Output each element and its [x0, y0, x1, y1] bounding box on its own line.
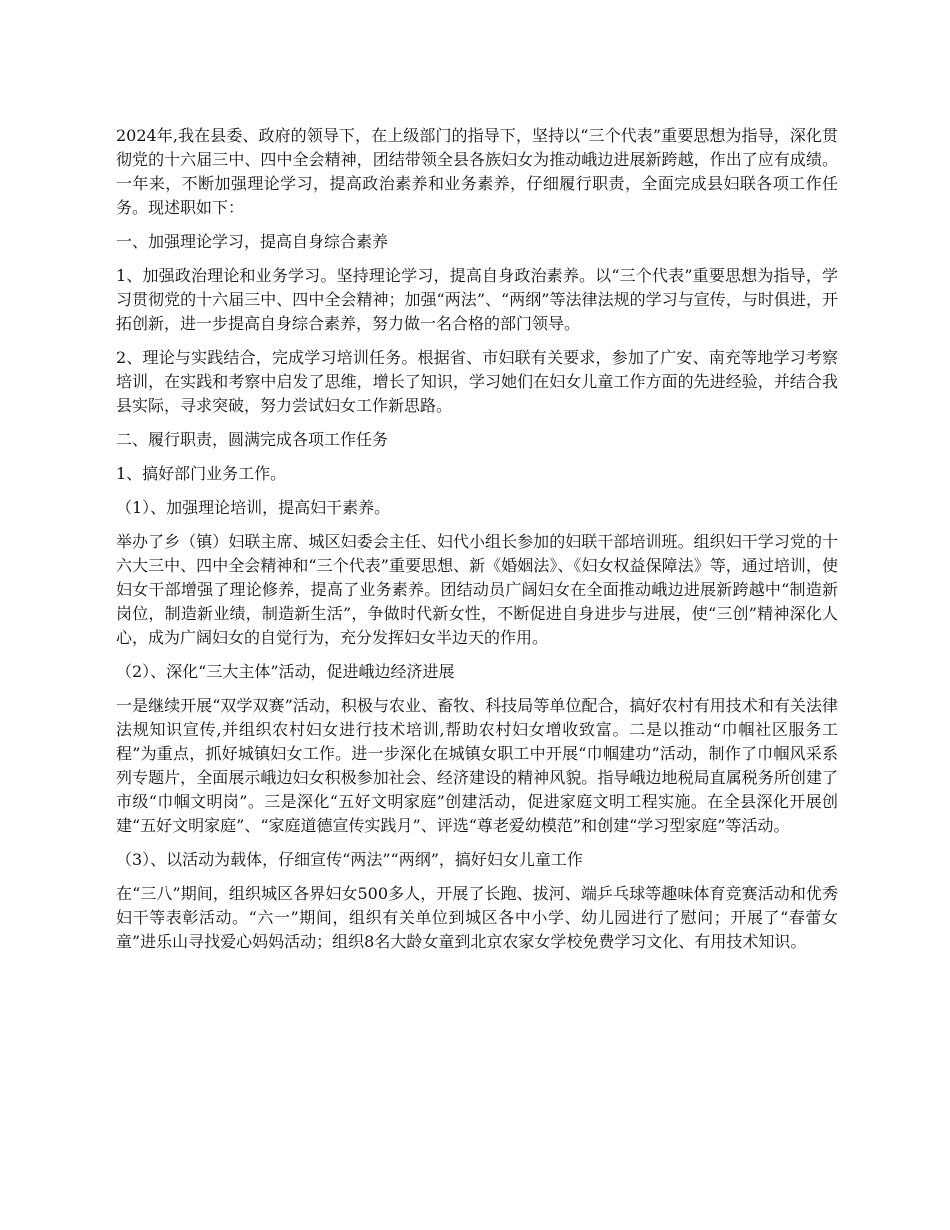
item-heading-2: （2）、深化“三大主体”活动，促进峨边经济进展 [116, 662, 455, 681]
item-heading-3: （3）、以活动为载体，仔细宣传“两法”“两纲”，搞好妇女儿童工作 [116, 850, 583, 869]
document-page [116, 124, 838, 964]
intro-paragraph: 2024年,我在县委、政府的领导下，在上级部门的指导下，坚持以“三个代表”重要思想为指导，深化贯彻党的十六届三中、四中全会精神，团结带领全县各族妇女为推动峨边进展新跨越，作出了应有成绩。一年来，不断加强理论学习，提高政治素养和业务素养，仔细履行职责，全面完成县妇联各项工作任务。现述职如下： [116, 126, 838, 217]
paragraph-item-1: 举办了乡（镇）妇联主席、城区妇委会主任、妇代小组长参加的妇联干部培训班。组织妇干学习党的十六大三中、四中全会精神和“三个代表”重要思想、新《婚姻法》、《妇女权益保障法》等，通过培训，使妇女干部增强了理论修养，提高了业务素养。团结动员广阔妇女在全面推动峨边进展新跨越中“制造新岗位，制造新业绩，制造新生活”，争做时代新女性，不断促进自身进步与进展，使“三创”精神深化人心，成为广阔妇女的自觉行为，充分发挥妇女半边天的作用。 [116, 532, 838, 647]
section-heading-2: 二、履行职责，圆满完成各项工作任务 [116, 430, 389, 449]
section-heading-1: 一、加强理论学习，提高自身综合素养 [116, 232, 389, 251]
paragraph-1-2: 2、理论与实践结合，完成学习培训任务。根据省、市妇联有关要求，参加了广安、南充等地学习考察培训，在实践和考察中启发了思维，增长了知识，学习她们在妇女儿童工作方面的先进经验，并结合我县实际，寻求突破，努力尝试妇女工作新思路。 [116, 348, 838, 415]
paragraph-item-2: 一是继续开展“双学双赛”活动，积极与农业、畜牧、科技局等单位配合，搞好农村有用技术和有关法律法规知识宣传,并组织农村妇女进行技术培训,帮助农村妇女增收致富。二是以推动“巾帼社区服务工程”为重点，抓好城镇妇女工作。进一步深化在城镇女职工中开展“巾帼建功”活动，制作了巾帼风采系列专题片，全面展示峨边妇女积极参加社会、经济建设的精神风貌。指导峨边地税局直属税务所创建了市级“巾帼文明岗”。三是深化“五好文明家庭”创建活动，促进家庭文明工程实施。在全县深化开展创建“五好文明家庭”、“家庭道德宣传实践月”、评选“尊老爱幼模范”和创建“学习型家庭”等活动。 [116, 696, 838, 835]
subsection-heading-2-1: 1、搞好部门业务工作。 [116, 464, 287, 483]
item-heading-1: （1）、加强理论培训，提高妇干素养。 [116, 498, 391, 517]
paragraph-1-1: 1、加强政治理论和业务学习。坚持理论学习，提高自身政治素养。以“三个代表”重要思想为指导，学习贯彻党的十六届三中、四中全会精神；加强“两法”、“两纲”等法律法规的学习与宣传，与时俱进，开拓创新，进一步提高自身综合素养，努力做一名合格的部门领导。 [116, 266, 838, 333]
paragraph-item-3: 在“三八”期间，组织城区各界妇女500多人，开展了长跑、拔河、端乒乓球等趣味体育竞赛活动和优秀妇干等表彰活动。“六一”期间，组织有关单位到城区各中小学、幼儿园进行了慰问；开展了“春蕾女童”进乐山寻找爱心妈妈活动；组织8名大龄女童到北京农家女学校免费学习文化、有用技术知识。 [116, 884, 838, 951]
